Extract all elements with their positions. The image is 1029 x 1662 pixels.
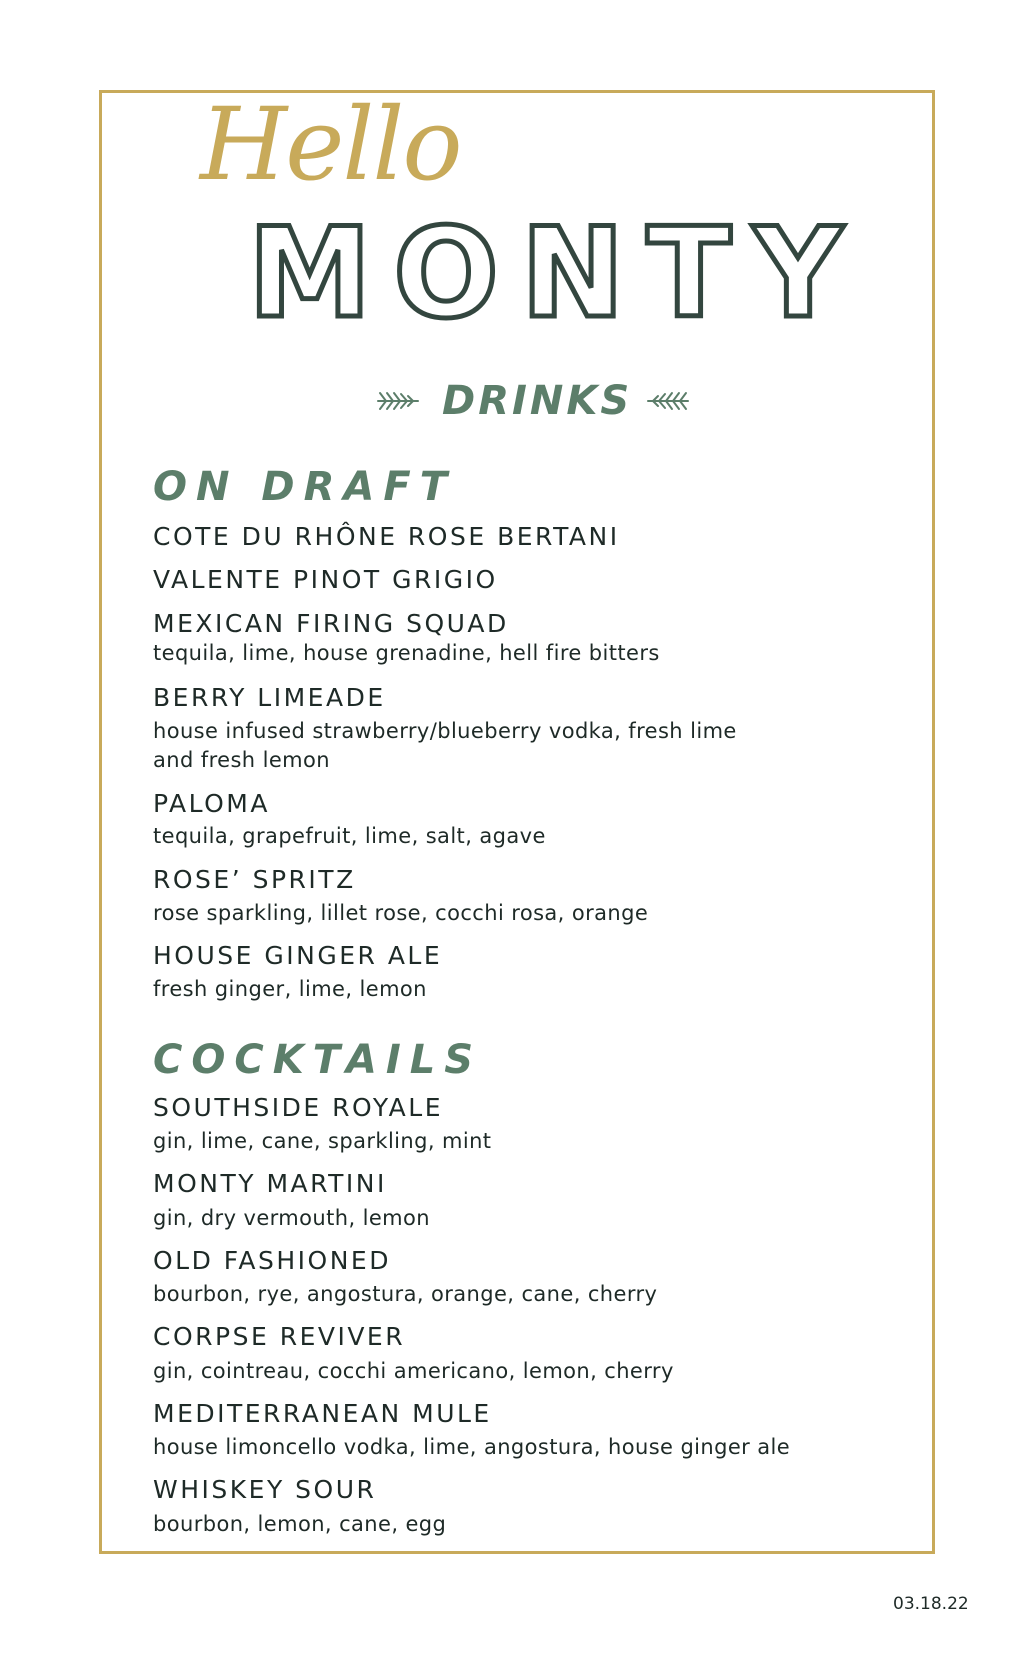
menu-item-name: MEDITERRANEAN MULE — [153, 1399, 492, 1428]
menu-item-name: BERRY LIMEADE — [153, 683, 386, 712]
menu-item-name: VALENTE PINOT GRIGIO — [153, 565, 498, 594]
menu-item-name: MEXICAN FIRING SQUAD — [153, 609, 509, 638]
menu-item-name: SOUTHSIDE ROYALE — [153, 1093, 443, 1122]
menu-item-name: PALOMA — [153, 789, 270, 818]
menu-item-name: CORPSE REVIVER — [153, 1322, 406, 1351]
menu-item-name: COTE DU RHÔNE ROSE BERTANI — [153, 522, 620, 551]
menu-date: 03.18.22 — [893, 1594, 969, 1614]
menu-item-name: MONTY MARTINI — [153, 1169, 387, 1198]
menu-item-description: fresh ginger, lime, lemon — [153, 977, 427, 1001]
section-title-cocktails: COCKTAILS — [153, 1037, 483, 1083]
menu-item-name: OLD FASHIONED — [153, 1246, 391, 1275]
hello-script-title: Hello — [200, 86, 461, 203]
fern-sprig-icon — [376, 389, 420, 413]
drinks-subtitle: DRINKS — [442, 378, 633, 424]
fern-sprig-icon — [646, 389, 690, 413]
menu-item-description: bourbon, lemon, cane, egg — [153, 1512, 447, 1536]
monty-title: MONTY — [248, 202, 865, 346]
menu-item-description: gin, lime, cane, sparkling, mint — [153, 1129, 492, 1153]
drinks-heading — [376, 376, 690, 426]
menu-item-description: house limoncello vodka, lime, angostura, house ginger ale — [153, 1435, 791, 1459]
menu-item-description: gin, cointreau, cocchi americano, lemon, cherry — [153, 1359, 674, 1383]
menu-item-name: WHISKEY SOUR — [153, 1475, 377, 1504]
menu-item-name: HOUSE GINGER ALE — [153, 941, 443, 970]
section-title-on-draft: ON DRAFT — [153, 464, 456, 510]
menu-item-description: tequila, grapefruit, lime, salt, agave — [153, 824, 546, 848]
menu-item-description: house infused strawberry/blueberry vodka, fresh lime — [153, 719, 737, 743]
menu-item-description: rose sparkling, lillet rose, cocchi rosa, orange — [153, 901, 649, 925]
menu-item-description: gin, dry vermouth, lemon — [153, 1206, 430, 1230]
menu-item-name: ROSE’ SPRITZ — [153, 865, 356, 894]
menu-item-description: and fresh lemon — [153, 748, 330, 772]
menu-item-description: tequila, lime, house grenadine, hell fire bitters — [153, 641, 660, 665]
menu-item-description: bourbon, rye, angostura, orange, cane, cherry — [153, 1282, 658, 1306]
